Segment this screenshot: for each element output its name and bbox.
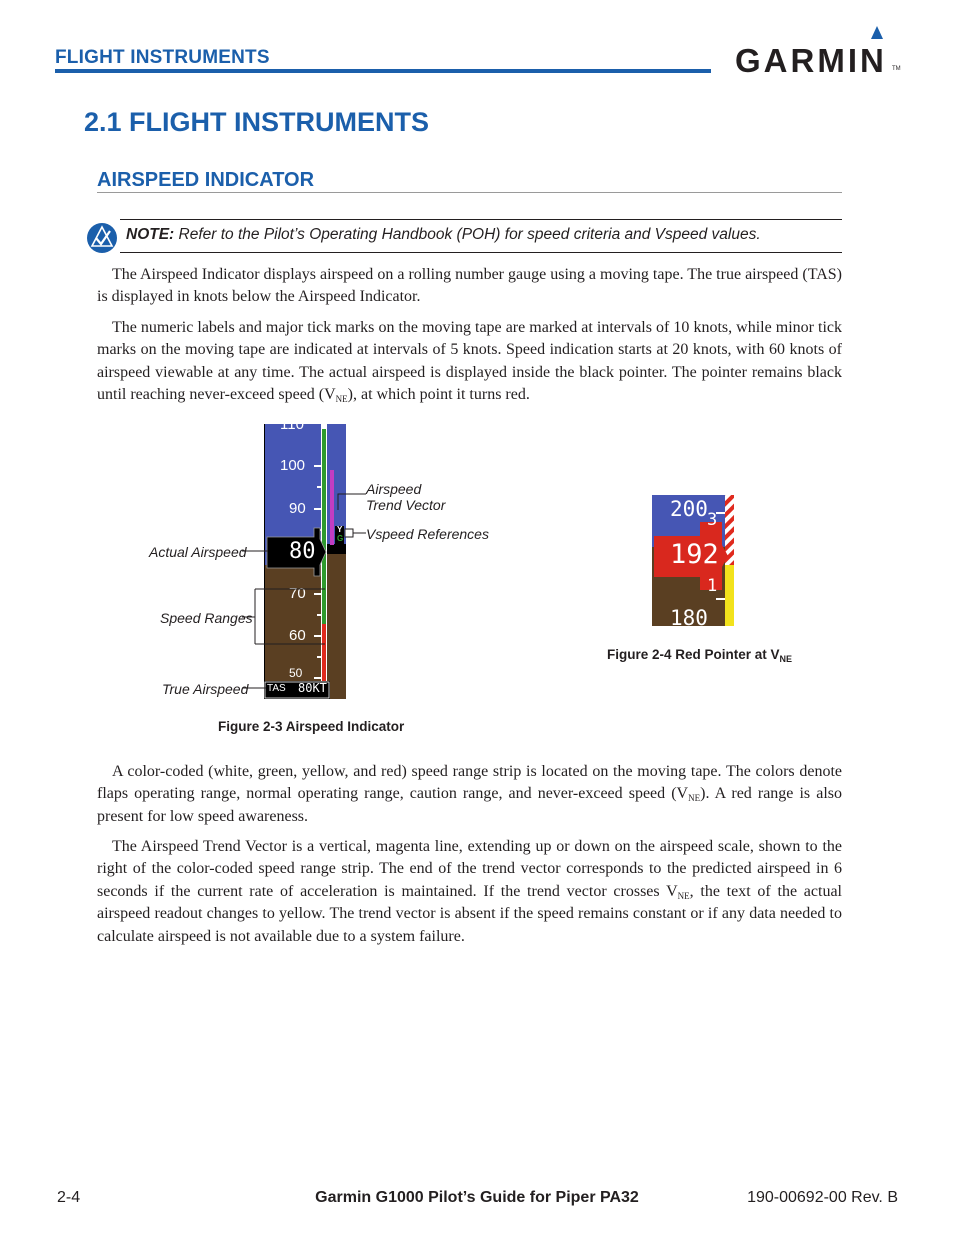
paragraph-2 bbox=[97, 317, 842, 407]
subsection-rule bbox=[97, 192, 842, 193]
figure-2-3-caption: Figure 2-3 Airspeed Indicator bbox=[218, 719, 405, 734]
label-true-airspeed: True Airspeed bbox=[162, 681, 249, 697]
paragraph-3 bbox=[97, 761, 842, 828]
footer-title: Garmin G1000 Pilot’s Guide for Piper PA32 bbox=[315, 1189, 639, 1206]
note-body: Refer to the Pilot’s Operating Handbook (POH) for speed criteria and Vspeed values. bbox=[174, 226, 761, 243]
logo-trademark: TM bbox=[892, 66, 901, 72]
tape-label: 110 bbox=[280, 416, 304, 433]
vne-airspeed-readout: 192 bbox=[670, 539, 719, 570]
tape-label: 180 bbox=[670, 606, 708, 630]
tape-label: 90 bbox=[289, 500, 306, 517]
vspeed-mark: G bbox=[337, 534, 344, 543]
paragraph-4-text: The Airspeed Trend Vector is a vertical, magenta line, extending up or down on the airspeed scale, shown to the right of the color-coded speed range strip. The end of the trend vector corresponds to the predicted airspeed in 6 seconds if the current rate of acceleration is maintained. If the trend vector crosses V bbox=[97, 838, 842, 900]
roller-digit: 3 bbox=[707, 510, 718, 530]
label-speed-ranges: Speed Ranges bbox=[160, 610, 253, 626]
paragraph-3-tail: ). A red range is also present for low speed awareness. bbox=[97, 785, 842, 825]
page-number: 2-4 bbox=[57, 1189, 81, 1206]
label-trend-vector-2: Trend Vector bbox=[366, 497, 446, 513]
paragraph-3-text: A color-coded (white, green, yellow, and red) speed range strip is located on the moving tape. The colors denote flaps operating range, normal operating range, caution range, and never-exceed speed (V bbox=[97, 763, 842, 803]
figure-leader-lines bbox=[240, 470, 370, 695]
document-number: 190-00692-00 Rev. B bbox=[747, 1189, 898, 1206]
vne-subscript: NE bbox=[688, 793, 701, 804]
tape-label: 100 bbox=[280, 457, 306, 474]
figure-2-4-caption bbox=[607, 647, 792, 662]
tas-label: TAS bbox=[267, 683, 286, 694]
garmin-logo bbox=[735, 26, 901, 79]
note-checkmark-icon bbox=[86, 222, 118, 254]
note-rule-bottom bbox=[120, 252, 842, 253]
running-header: FLIGHT INSTRUMENTS bbox=[55, 47, 270, 68]
section-title: 2.1 FLIGHT INSTRUMENTS bbox=[84, 107, 430, 137]
actual-airspeed-readout: 80 bbox=[289, 539, 316, 564]
vne-subscript: NE bbox=[335, 394, 348, 405]
vne-subscript: NE bbox=[779, 654, 793, 664]
note-label: NOTE: bbox=[126, 226, 175, 243]
paragraph-4 bbox=[97, 836, 842, 948]
paragraph-4-tail: , the text of the actual airspeed readout changes to yellow. The trend vector is absent if the speed remains constant or if any data needed to calculate airspeed is not available due to a system failure. bbox=[97, 882, 842, 945]
vne-subscript: NE bbox=[677, 890, 690, 901]
label-actual-airspeed: Actual Airspeed bbox=[149, 544, 247, 560]
note-rule-top bbox=[120, 219, 842, 220]
red-pointer-figure bbox=[652, 495, 734, 630]
label-vspeed-references: Vspeed References bbox=[366, 526, 489, 542]
subsection-title: AIRSPEED INDICATOR bbox=[97, 169, 315, 191]
tape-label: 70 bbox=[289, 585, 306, 602]
figure-2-4-caption-text: Figure 2-4 Red Pointer at V bbox=[607, 647, 780, 662]
label-trend-vector-1: Airspeed bbox=[366, 481, 422, 497]
tas-value: 80KT bbox=[298, 681, 327, 695]
paragraph-1: The Airspeed Indicator displays airspeed on a rolling number gauge using a moving tape. The true airspeed (TAS) is displayed in knots below the Airspeed Indicator. bbox=[97, 266, 842, 306]
tape-label: 50 bbox=[289, 666, 303, 680]
tape-label: 60 bbox=[289, 627, 306, 644]
paragraph-2-tail: ), at which point it turns red. bbox=[347, 386, 530, 404]
paragraph-2-text: The numeric labels and major tick marks on the moving tape are marked at intervals of 10 knots, while minor tick marks on the moving tape are indicated at intervals of 5 knots. Speed indication starts at 20 knots, with 60 knots of airspeed viewable at any time. The actual airspeed is displayed inside the black pointer. The pointer remains black until reaching never-exceed speed (V bbox=[97, 319, 842, 404]
vspeed-mark: Y bbox=[337, 525, 343, 534]
header-rule bbox=[55, 69, 711, 73]
tape-label: 200 bbox=[670, 497, 708, 521]
roller-digit bbox=[707, 575, 717, 585]
logo-text: GARMIN bbox=[735, 42, 887, 79]
note-text bbox=[126, 226, 761, 244]
